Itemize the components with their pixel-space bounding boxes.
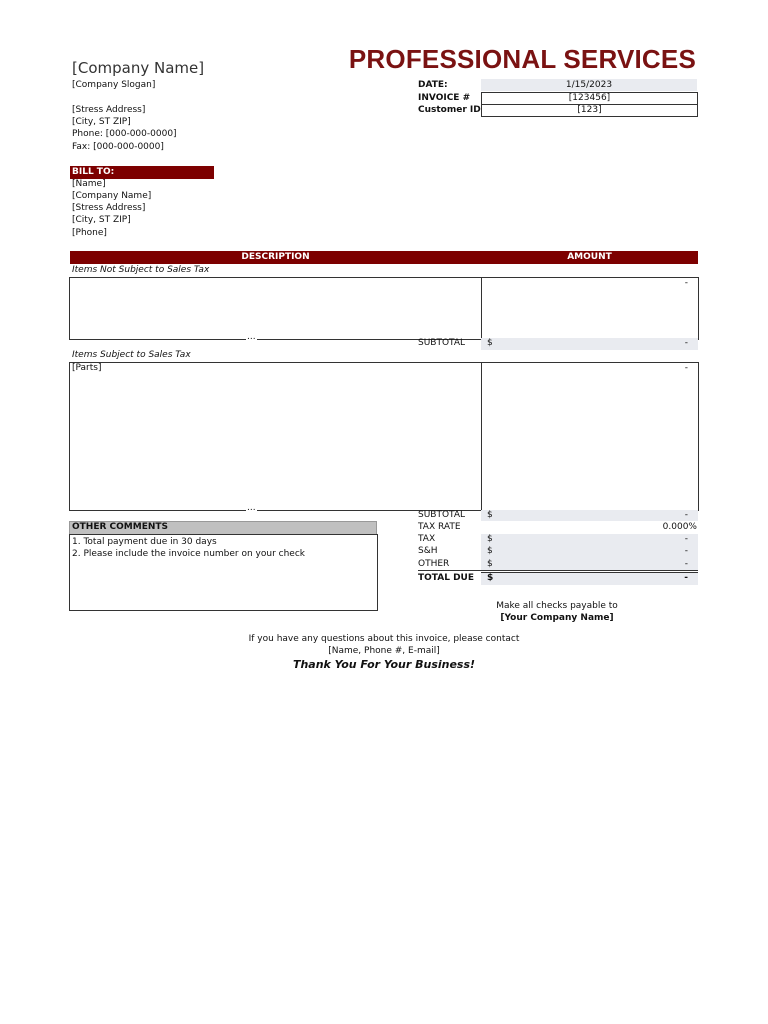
customer-id-value[interactable]: [123] xyxy=(481,104,698,117)
invoice-number-value[interactable]: [123456] xyxy=(481,92,698,105)
company-name: [Company Name] xyxy=(72,59,205,77)
subtotal1-currency: $ xyxy=(487,338,493,348)
subtotal1-label: SUBTOTAL xyxy=(418,338,466,348)
other-value[interactable]: - xyxy=(684,559,688,569)
company-city: [City, ST ZIP] xyxy=(72,117,131,127)
bill-to-company: [Company Name] xyxy=(72,191,152,201)
total-due-currency: $ xyxy=(487,573,494,583)
amount-header: AMOUNT xyxy=(567,252,612,262)
sh-label: S&H xyxy=(418,546,438,556)
subtotal2-label: SUBTOTAL xyxy=(418,510,466,520)
bill-to-name: [Name] xyxy=(72,179,106,189)
section-non-taxable-label: Items Not Subject to Sales Tax xyxy=(72,265,210,275)
taxable-amount: - xyxy=(684,363,688,373)
page-title: PROFESSIONAL SERVICES xyxy=(348,44,696,74)
company-street: [Stress Address] xyxy=(72,105,146,115)
bill-to-street: [Stress Address] xyxy=(72,203,146,213)
footer-contact: [Name, Phone #, E-mail] xyxy=(328,646,440,656)
customer-id-label: Customer ID xyxy=(418,105,481,115)
sh-value[interactable]: - xyxy=(684,546,688,556)
description-header: DESCRIPTION xyxy=(241,252,310,262)
bill-to-header: BILL TO: xyxy=(70,166,214,179)
footer-thanks: Thank You For Your Business! xyxy=(292,658,476,671)
comment-line-1: 1. Total payment due in 30 days xyxy=(72,537,217,547)
tax-label: TAX xyxy=(418,534,436,544)
section-taxable-label: Items Subject to Sales Tax xyxy=(72,350,191,360)
subtotal2-value: - xyxy=(684,510,688,520)
taxable-description-box[interactable] xyxy=(69,362,482,511)
tax-value: - xyxy=(684,534,688,544)
company-slogan: [Company Slogan] xyxy=(72,80,156,90)
subtotal2-currency: $ xyxy=(487,510,493,520)
taxable-item-parts: [Parts] xyxy=(72,363,102,373)
tax-currency: $ xyxy=(487,534,493,544)
bill-to-city: [City, ST ZIP] xyxy=(72,215,131,225)
company-fax: Fax: [000-000-0000] xyxy=(72,142,164,152)
total-divider xyxy=(418,570,698,571)
sh-currency: $ xyxy=(487,546,493,556)
non-taxable-description-box[interactable] xyxy=(69,277,482,340)
total-due-value: - xyxy=(684,573,688,583)
payable-line-1: Make all checks payable to xyxy=(496,601,618,611)
non-taxable-ellipsis: ... xyxy=(247,332,256,342)
date-label: DATE: xyxy=(418,80,448,90)
comment-line-2: 2. Please include the invoice number on your check xyxy=(72,549,306,559)
date-value[interactable]: 1/15/2023 xyxy=(481,79,697,91)
tax-rate-value[interactable]: 0.000% xyxy=(662,522,697,532)
taxable-ellipsis: ... xyxy=(247,503,256,513)
comments-header: OTHER COMMENTS xyxy=(72,522,169,532)
bill-to-phone: [Phone] xyxy=(72,228,107,238)
taxable-amount-box[interactable] xyxy=(481,362,699,511)
non-taxable-amount: - xyxy=(684,278,688,288)
other-label: OTHER xyxy=(418,559,450,569)
other-currency: $ xyxy=(487,559,493,569)
company-phone: Phone: [000-000-0000] xyxy=(72,129,177,139)
footer-question: If you have any questions about this invoice, please contact xyxy=(248,634,520,644)
invoice-number-label: INVOICE # xyxy=(418,93,471,103)
subtotal1-value: - xyxy=(684,338,688,348)
total-due-label: TOTAL DUE xyxy=(418,573,474,583)
tax-rate-label: TAX RATE xyxy=(418,522,461,532)
payable-company: [Your Company Name] xyxy=(500,613,614,623)
